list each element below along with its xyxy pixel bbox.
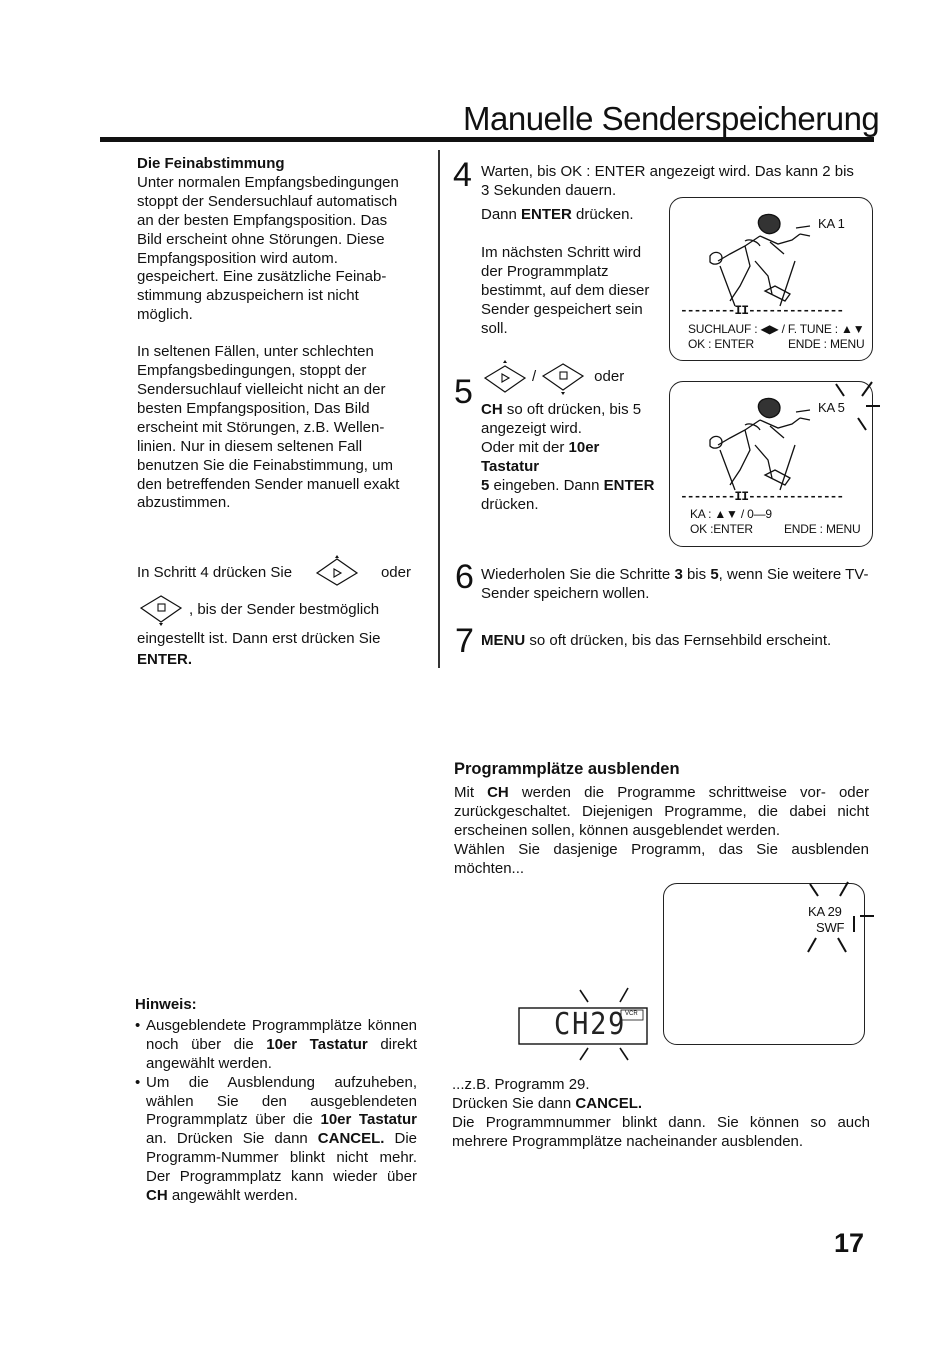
- osd-channel-ka1: KA 1: [818, 216, 845, 231]
- fine-tuning-section: [137, 155, 413, 513]
- osd-tuning-bar: --------II--------------: [680, 489, 844, 504]
- osd-station-swf: SWF: [816, 920, 845, 935]
- right-arrow-button-icon: [481, 358, 529, 396]
- step-4-number: 4: [453, 156, 472, 194]
- step4-note-pre: In Schritt 4 drücken Sie: [137, 563, 293, 581]
- osd-end-menu: ENDE : MENU: [788, 337, 865, 351]
- osd-tuning-bar: --------II--------------: [680, 303, 844, 318]
- osd-screen-step5: [669, 381, 873, 547]
- hint-bullet-1: • Ausgeblendete Programmplätze können noch über die 10er Tastatur direkt angewählt werden.: [135, 1016, 417, 1072]
- header-rule: [100, 137, 874, 142]
- osd-channel-ka5: KA 5: [818, 400, 845, 415]
- step-4-text: Warten, bis OK : ENTER angezeigt wird. Das kann 2 bis 3 Sekunden dauern.: [481, 163, 854, 199]
- hide-section-heading: Programmplätze ausblenden: [454, 760, 680, 778]
- osd-screen-step4: [669, 197, 873, 361]
- osd-ok-enter: OK :ENTER: [690, 522, 753, 536]
- step4-note-enter: ENTER.: [137, 651, 193, 668]
- skier-illustration: [700, 206, 820, 311]
- step-6-number: 6: [455, 558, 474, 596]
- step-5-number: 5: [454, 373, 473, 411]
- hide-section-text: Mit CH werden die Programme schrittweise vor- oder zurückgeschaltet. Diejenigen Programme, die dabei nicht erscheinen sollen, können ausgeblendet werden. Wählen Sie dasjenige Programm, das Sie ausblenden möchten...: [454, 784, 869, 877]
- step-5-oder: oder: [594, 367, 625, 385]
- osd-channel-ka29: KA 29: [808, 904, 842, 919]
- step-6-text: Wiederholen Sie die Schritte 3 bis 5, wenn Sie weitere TV-Sender speichern wollen.: [481, 566, 869, 602]
- step-4-next-text: Im nächsten Schritt wird der Programmplatz bestimmt, auf dem dieser Sender gespeichert sein soll.: [481, 244, 650, 337]
- osd-ok-enter: OK : ENTER: [688, 337, 755, 351]
- step4-note-post: eingestellt ist. Dann erst drücken Sie: [137, 630, 381, 647]
- step4-note-oder: oder: [380, 563, 411, 581]
- right-arrow-button-icon: [313, 555, 361, 589]
- column-divider: [438, 150, 440, 668]
- osd-screen-hide: [663, 883, 865, 1045]
- page-number: 17: [834, 1228, 865, 1258]
- fine-tuning-heading: Die Feinabstimmung: [137, 155, 285, 172]
- hide-caption: ...z.B. Programm 29. Drücken Sie dann CANCEL. Die Programmnummer blinkt dann. Sie können so auch mehrere Programmplätze nacheinander ausblenden.: [452, 1076, 870, 1150]
- hint-heading: Hinweis:: [135, 996, 197, 1013]
- osd-search-line: SUCHLAUF : ◀▶ / F. TUNE : ▲▼: [688, 322, 865, 336]
- step-7-number: 7: [455, 622, 474, 660]
- osd-end-menu: ENDE : MENU: [784, 522, 861, 536]
- vcr-lcd-display: [518, 986, 652, 1064]
- step-5-text: CH so oft drücken, bis 5 angezeigt wird. Oder mit der 10er Tastatur 5 eingeben. Dann ENTER drücken.: [481, 401, 655, 513]
- blink-marks-icon: [802, 880, 874, 958]
- page-title: Manuelle Senderspeicherung: [463, 100, 880, 137]
- step-4-enter-line: Dann ENTER drücken.: [481, 206, 634, 223]
- fine-tuning-para1: Unter normalen Empfangsbedingungen stoppt der Sendersuchlauf automatisch an der besten Empfangsposition. Das Bild erscheint ohne Störungen. Diese Empfangsposition wird autom. gespeichert. Eine zusätzliche Feinabstimmung abzuspeichern ist nicht möglich.: [137, 173, 399, 324]
- fine-tuning-step4-note: [137, 554, 411, 670]
- lcd-vcr-badge: VCR: [625, 1011, 638, 1017]
- step-5-button-row: / oder: [481, 358, 624, 396]
- left-arrow-button-icon: [539, 358, 587, 396]
- left-arrow-button-icon: [137, 592, 185, 626]
- skier-illustration: [700, 390, 820, 495]
- lcd-channel-text: CH29: [554, 1007, 627, 1042]
- osd-ka-select: KA : ▲▼ / 0—9: [690, 507, 772, 521]
- step-7-text: MENU so oft drücken, bis das Fernsehbild erscheint.: [481, 632, 832, 649]
- step4-note-post-first: , bis der Sender bestmöglich: [189, 600, 380, 618]
- hint-section: [135, 996, 417, 1206]
- fine-tuning-para2: In seltenen Fällen, unter schlechten Empfangsbedingungen, stoppt der Sendersuchlauf vielleicht nicht an der besten Empfangsposition, Das Bild erscheint mit Störungen, z.B. Wellenlinien. Nur in diesem seltenen Fall benutzen Sie die Feinabstimmung, um den betreffenden Sender manuell exakt abzustimmen.: [137, 343, 400, 512]
- hint-bullet-2: • Um die Ausblendung aufzuheben, wählen Sie den ausgeblendeten Programmplatz über die 10er Tastatur an. Drücken Sie dann CANCEL. Die Programm-Nummer blinkt nicht mehr. Der Programmplatz kann wieder über CH angewählt werden.: [135, 1073, 417, 1205]
